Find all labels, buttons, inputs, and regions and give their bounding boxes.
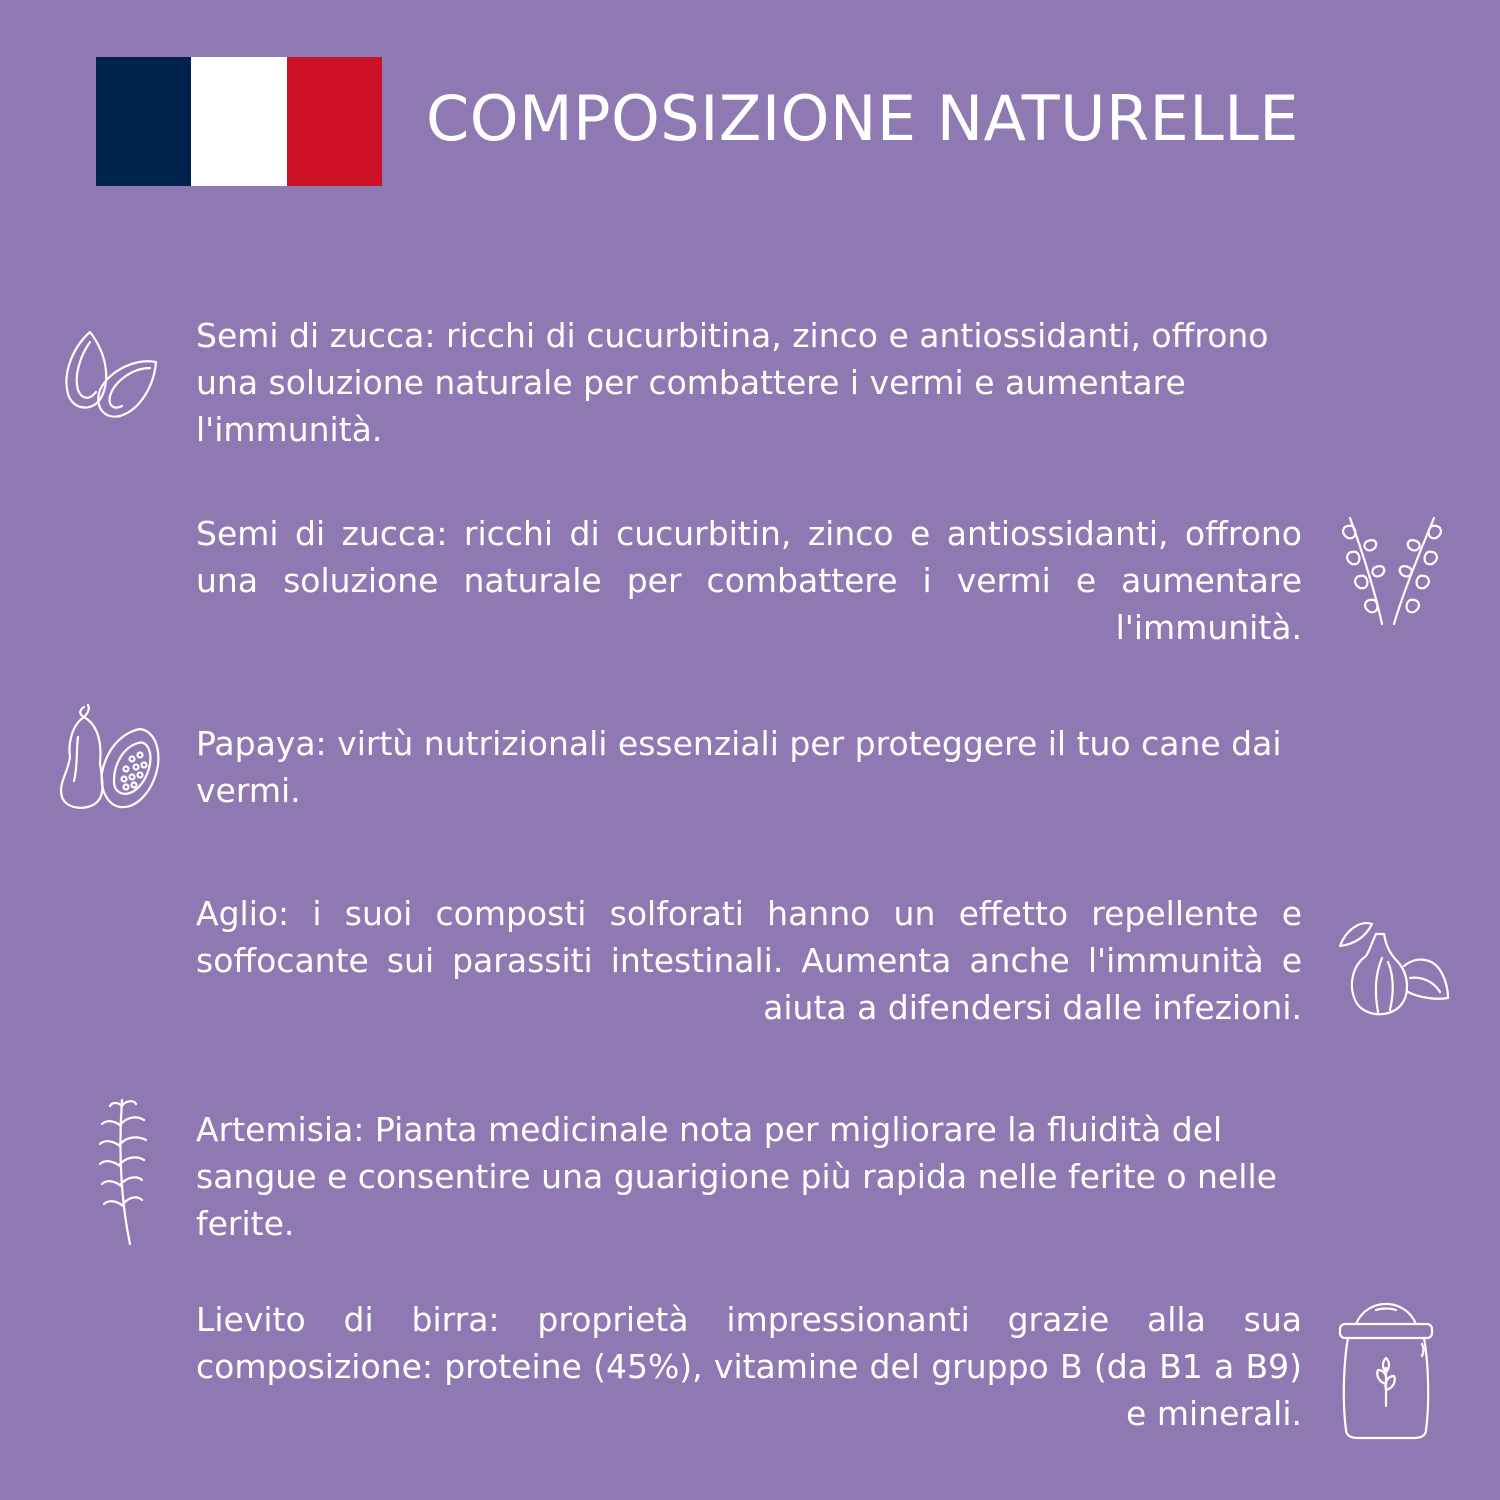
garlic-icon <box>1336 916 1452 1020</box>
herb-sprigs-icon <box>1336 512 1448 628</box>
ingredient-artemisia: Artemisia: Pianta medicinale nota per migliorare la fluidità del sangue e consentire una guarigione più rapida nelle ferite o nelle ferite. <box>196 1110 1277 1243</box>
ingredient-garlic: Aglio: i suoi composti solforati hanno un effetto repellente e soffocante sui parassiti intestinali. Aumenta anche l'immunità e aiuta a difendersi dalle infezioni. <box>196 894 1302 1027</box>
artemisia-sprig-icon <box>96 1096 152 1246</box>
ingredient-pumpkin-seeds: Semi di zucca: ricchi di cucurbitina, zinco e antiossidanti, offrono una soluzione naturale per combattere i vermi e aumentare l'immunità. <box>196 316 1269 449</box>
flag-stripe-white <box>191 57 286 186</box>
ingredient-yeast: Lievito di birra: proprietà impressionanti grazie alla sua composizione: proteine (45%), vitamine del gruppo B (da B1 a B9) e minerali. <box>196 1300 1302 1433</box>
flag-stripe-blue <box>96 57 191 186</box>
papaya-icon <box>54 703 162 813</box>
flag-stripe-red <box>287 57 382 186</box>
yeast-sack-icon <box>1336 1300 1436 1440</box>
french-flag <box>96 57 382 186</box>
page-title: COMPOSIZIONE NATURELLE <box>426 82 1299 155</box>
ingredient-papaya: Papaya: virtù nutrizionali essenziali per proteggere il tuo cane dai vermi. <box>196 724 1282 810</box>
ingredient-herb: Semi di zucca: ricchi di cucurbitin, zinco e antiossidanti, offrono una soluzione naturale per combattere i vermi e aumentare l'immunità. <box>196 514 1302 647</box>
pumpkin-seeds-icon <box>58 328 162 424</box>
